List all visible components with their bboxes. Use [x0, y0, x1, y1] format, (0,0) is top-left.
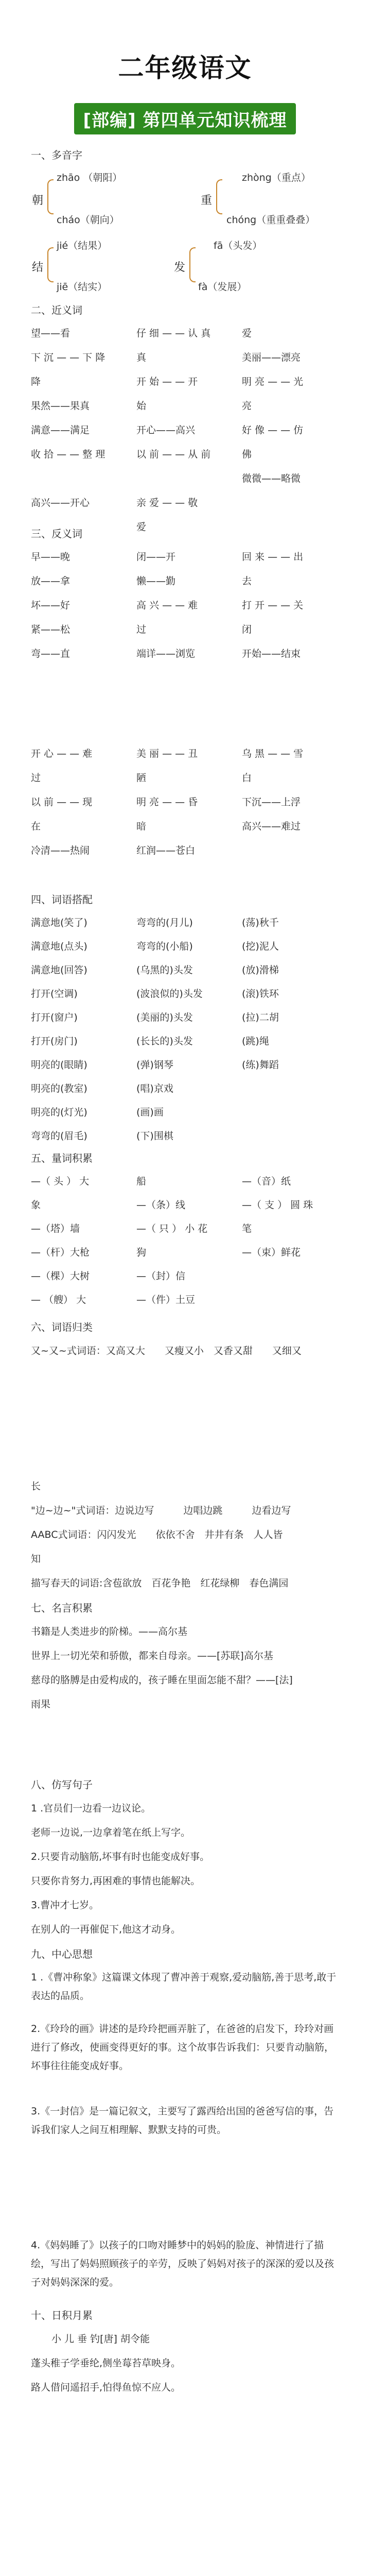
imitation-line: 3.曹冲才七岁。	[31, 1900, 99, 1911]
measure-word-cell: —（ 只 ） 小 花	[136, 1223, 208, 1234]
polyphone-pinyin: jié（结果）	[57, 240, 108, 251]
synonym-cell: 开心——高兴	[136, 425, 196, 436]
collocation-cell: 满意地(回答)	[31, 964, 87, 976]
polyphone-pinyin: jiē（结实）	[57, 281, 108, 293]
synonym-cell: 爱	[242, 328, 252, 339]
polyphone-pinyin: zhòng（重点）	[242, 172, 311, 183]
antonym-cell: 美 丽 — — 丑	[136, 748, 198, 759]
measure-word-cell: —（件）土豆	[136, 1294, 196, 1306]
category-line: AABC式词语：闪闪发光 依依不舍 井井有条 人人皆	[31, 1529, 283, 1540]
collocation-cell: (乌黑的)头发	[136, 964, 193, 976]
antonym-cell: 打 开 — — 关	[242, 600, 304, 611]
synonym-cell: 降	[31, 376, 41, 387]
antonym-cell: 去	[242, 575, 252, 587]
brace-icon	[47, 179, 54, 214]
antonym-cell: 高 兴 — — 难	[136, 600, 198, 611]
synonym-cell: 亮	[242, 400, 252, 412]
section-imitation-heading: 八、仿写句子	[31, 1778, 93, 1791]
measure-word-cell: 笔	[242, 1223, 252, 1234]
antonym-cell: 冷清——热闹	[31, 845, 90, 856]
measure-word-cell: —（音）纸	[242, 1176, 291, 1187]
measure-word-cell: —（封）信	[136, 1270, 186, 1282]
section-synonyms-heading: 二、近义词	[31, 304, 82, 316]
quote-line: 书籍是人类进步的阶梯。——高尔基	[31, 1626, 188, 1637]
collocation-cell: 满意地(笑了)	[31, 917, 87, 928]
section-polyphones-heading: 一、多音字	[31, 149, 82, 161]
antonym-cell: 白	[242, 772, 252, 784]
collocation-cell: (画)画	[136, 1107, 164, 1118]
measure-word-cell: 狗	[136, 1247, 147, 1258]
page-title: 二年级语文	[118, 53, 252, 83]
polyphone-pinyin: fà（发展）	[198, 281, 247, 293]
antonym-cell: 闭——开	[136, 551, 176, 563]
polyphone-pinyin: cháo（朝向）	[57, 214, 119, 226]
antonym-cell: 坏——好	[31, 600, 71, 611]
synonym-cell: 微微——略微	[242, 473, 301, 484]
measure-word-cell: —（杆）大枪	[31, 1247, 90, 1258]
section-collocations-heading: 四、词语搭配	[31, 893, 93, 906]
antonym-cell: 紧——松	[31, 624, 71, 635]
collocation-cell: (美丽的)头发	[136, 1012, 193, 1023]
subtitle-badge: [部编] 第四单元知识梳理	[74, 103, 296, 134]
collocation-cell: (荡)秋千	[242, 917, 279, 928]
antonym-cell: 开 心 — — 难	[31, 748, 93, 759]
antonym-cell: 开始——结束	[242, 648, 301, 659]
measure-word-cell: —（束）鲜花	[242, 1247, 301, 1258]
measure-word-cell: —（塔）墙	[31, 1223, 80, 1234]
antonym-cell: 早——晚	[31, 551, 71, 563]
measure-word-cell: —（ 支 ） 圆 珠	[242, 1199, 313, 1211]
antonym-cell: 以 前 — — 现	[31, 796, 93, 808]
poem-line: 路人借问遥招手,怕得鱼惊不应人。	[31, 2382, 181, 2393]
synonym-cell: 真	[136, 352, 147, 363]
collocation-cell: (跳)绳	[242, 1036, 269, 1047]
poem-title: 小 儿 垂 钓[唐] 胡令能	[51, 2333, 150, 2345]
section-word-categories-heading: 六、词语归类	[31, 1321, 93, 1333]
quote-line: 雨果	[31, 1699, 51, 1710]
collocation-cell: 弯弯的(月儿)	[136, 917, 193, 928]
measure-word-cell: — （艘） 大	[31, 1294, 86, 1306]
synonym-cell: 美丽——漂亮	[242, 352, 301, 363]
synonym-cell: 爱	[136, 521, 147, 533]
central-idea-paragraph: 3.《一封信》是一篇记叙文，主要写了露西给出国的爸爸写信的事，告诉我们家人之间互相理解、默默支持的可贵。	[31, 2106, 334, 2136]
antonym-cell: 过	[31, 772, 41, 784]
collocation-cell: (练)舞蹈	[242, 1059, 279, 1071]
category-line: "边~边~"式词语：边说边写 边唱边跳 边看边写	[31, 1505, 291, 1516]
synonym-cell: 好 像 — — 仿	[242, 425, 304, 436]
antonym-cell: 明 亮 — — 昏	[136, 796, 198, 808]
measure-word-cell: 象	[31, 1199, 41, 1211]
section-antonyms-heading: 三、反义词	[31, 528, 82, 540]
synonym-cell: 始	[136, 400, 147, 412]
antonym-cell: 乌 黑 — — 雪	[242, 748, 304, 759]
section-quotes-heading: 七、名言积累	[31, 1602, 93, 1614]
collocation-cell: 明亮的(教室)	[31, 1083, 87, 1094]
subtitle-banner	[0, 103, 370, 134]
central-idea-paragraph: 4.《妈妈睡了》以孩子的口吻对睡梦中的妈妈的脸庞、神情进行了描绘，写出了妈妈照顾孩子的辛劳，反映了妈妈对孩子的深深的爱以及孩子对妈妈深深的爱。	[31, 2240, 334, 2288]
synonym-cell: 高兴——开心	[31, 497, 90, 509]
collocation-cell: (放)滑梯	[242, 964, 279, 976]
brace-icon	[47, 247, 54, 282]
synonym-cell: 以 前 — — 从 前	[136, 449, 211, 460]
antonym-cell: 暗	[136, 821, 147, 832]
collocation-cell: (拉)二胡	[242, 1012, 279, 1023]
synonym-cell: 望——看	[31, 328, 71, 339]
antonym-cell: 放——拿	[31, 575, 71, 587]
synonym-cell: 下 沉 — — 下 降	[31, 352, 105, 363]
brace-icon	[189, 247, 196, 282]
polyphone-pinyin: fā（头发）	[214, 240, 262, 251]
antonym-cell: 在	[31, 821, 41, 832]
antonym-cell: 过	[136, 624, 147, 635]
imitation-line: 在别人的一再催促下,他这才动身。	[31, 1924, 181, 1935]
collocation-cell: (滚)铁环	[242, 988, 279, 999]
synonym-cell: 明 亮 — — 光	[242, 376, 304, 387]
quote-line: 世界上一切光荣和骄傲，都来自母亲。——[苏联]高尔基	[31, 1650, 273, 1662]
polyphone-char: 朝	[32, 194, 44, 207]
polyphone-char: 重	[201, 194, 213, 207]
central-idea-paragraph: 2.《玲玲的画》讲述的是玲玲把画弄脏了，在爸爸的启发下，玲玲对画进行了修改，使画变得更好的事。这个故事告诉我们：只要肯动脑筋，坏事往往能变成好事。	[31, 2023, 334, 2072]
polyphone-pinyin: zhāo （朝阳）	[57, 172, 122, 183]
category-line: 又~又~式词语：又高又大 又瘦又小 又香又甜 又细又	[31, 1345, 302, 1357]
brace-icon	[216, 179, 222, 214]
antonym-cell: 陋	[136, 772, 147, 784]
antonym-cell: 懒——勤	[136, 575, 176, 587]
polyphone-char: 发	[174, 261, 186, 274]
section-central-ideas-heading: 九、中心思想	[31, 1948, 93, 1960]
synonym-cell: 开 始 — — 开	[136, 376, 198, 387]
central-idea-paragraph: 1 .《曹冲称象》这篇课文体现了曹冲善于观察,爱动脑筋,善于思考,敢于表达的品质。	[31, 1972, 337, 2002]
polyphone-pinyin: chóng（重重叠叠）	[226, 214, 315, 226]
antonym-cell: 闭	[242, 624, 252, 635]
antonym-cell: 高兴——难过	[242, 821, 301, 832]
synonym-cell: 果然——果真	[31, 400, 90, 412]
synonym-cell: 收 拾 — — 整 理	[31, 449, 105, 460]
antonym-cell: 下沉——上浮	[242, 796, 301, 808]
measure-word-cell: —（条）线	[136, 1199, 186, 1211]
collocation-cell: (唱)京戏	[136, 1083, 173, 1094]
section-measure-words-heading: 五、量词积累	[31, 1152, 93, 1164]
imitation-line: 1 .官员们一边看一边议论。	[31, 1803, 151, 1814]
collocation-cell: 打开(窗户)	[31, 1012, 78, 1023]
category-line: 知	[31, 1553, 41, 1565]
synonym-cell: 亲 爱 — — 敬	[136, 497, 198, 509]
imitation-line: 只要你肯努力,再困难的事情也能解决。	[31, 1875, 201, 1887]
collocation-cell: 弯弯的(小船)	[136, 941, 193, 952]
antonym-cell: 回 来 — — 出	[242, 551, 304, 563]
collocation-cell: 满意地(点头)	[31, 941, 87, 952]
imitation-line: 老师一边说,一边拿着笔在纸上写字。	[31, 1827, 191, 1838]
synonym-cell: 佛	[242, 449, 252, 460]
quote-line: 慈母的胳膊是由爱构成的，孩子睡在里面怎能不甜？——[法]	[31, 1674, 293, 1686]
collocation-cell: (波浪似的)头发	[136, 988, 203, 999]
poem-line: 蓬头稚子学垂纶,侧坐莓苔草映身。	[31, 2358, 181, 2369]
collocation-cell: (下)围棋	[136, 1130, 173, 1142]
antonym-cell: 端详——浏览	[136, 648, 196, 659]
collocation-cell: (挖)泥人	[242, 941, 279, 952]
collocation-cell: (长长的)头发	[136, 1036, 193, 1047]
collocation-cell: 打开(房门)	[31, 1036, 78, 1047]
measure-word-cell: —（棵）大树	[31, 1270, 90, 1282]
synonym-cell: 仔 细 — — 认 真	[136, 328, 211, 339]
polyphone-char: 结	[32, 261, 44, 274]
collocation-cell: 弯弯的(眉毛)	[31, 1130, 87, 1142]
collocation-cell: 明亮的(灯光)	[31, 1107, 87, 1118]
imitation-line: 2.只要肯动脑筋,坏事有时也能变成好事。	[31, 1851, 210, 1862]
antonym-cell: 弯——直	[31, 648, 71, 659]
measure-word-cell: —（ 头 ） 大	[31, 1176, 90, 1187]
antonym-cell: 红润——苍白	[136, 845, 196, 856]
category-line: 描写春天的词语:含苞欲放 百花争艳 红花绿柳 春色满园	[31, 1578, 289, 1589]
category-line: 长	[31, 1481, 41, 1492]
synonym-cell: 满意——满足	[31, 425, 90, 436]
collocation-cell: 明亮的(眼睛)	[31, 1059, 87, 1071]
measure-word-cell: 船	[136, 1176, 147, 1187]
collocation-cell: (弹)钢琴	[136, 1059, 173, 1071]
collocation-cell: 打开(空调)	[31, 988, 78, 999]
section-accumulation-heading: 十、日积月累	[31, 2309, 93, 2321]
